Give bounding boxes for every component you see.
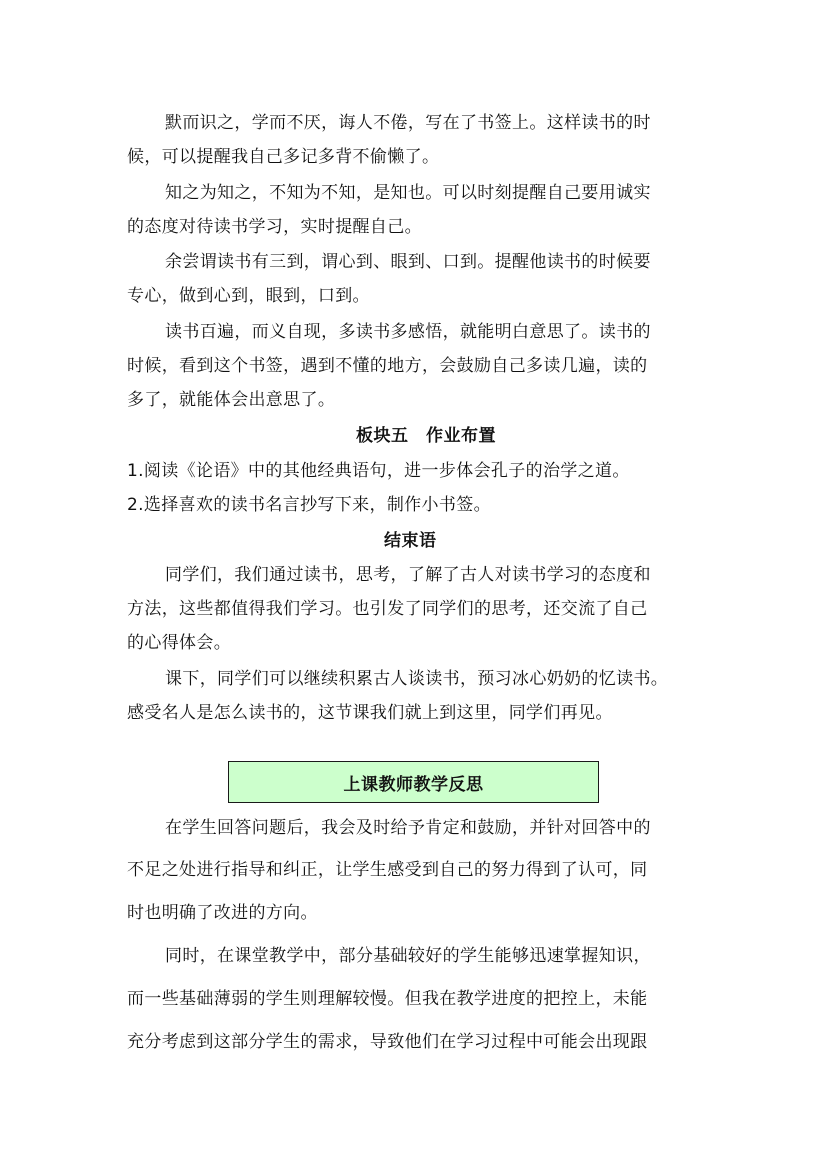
text-line: 默而识之，学而不厌，诲人不倦，写在了书签上。这样读书的时 [165, 113, 651, 133]
text-line: 知之为知之，不知为不知，是知也。可以时刻提醒自己要用诚实 [165, 183, 651, 203]
text-line: 时也明确了改进的方向。 [127, 903, 318, 923]
reflection-title-box [228, 761, 599, 803]
list-item: 2.选择喜欢的读书名言抄写下来，制作小书签。 [127, 495, 491, 515]
text-line: 的心得体会。 [127, 633, 232, 653]
text-line: 多了，就能体会出意思了。 [127, 390, 336, 410]
text-line: 专心，做到心到，眼到，口到。 [127, 286, 370, 306]
list-item: 1.阅读《论语》中的其他经典语句，进一步体会孔子的治学之道。 [127, 461, 630, 481]
section-heading: 板块五 作业布置 [356, 426, 496, 446]
text-line: 方法，这些都值得我们学习。也引发了同学们的思考，还交流了自己 [127, 599, 648, 619]
text-line: 的态度对待读书学习，实时提醒自己。 [127, 217, 422, 237]
closing-heading: 结束语 [384, 531, 437, 551]
text-line: 同学们，我们通过读书，思考，了解了古人对读书学习的态度和 [165, 565, 651, 585]
text-line: 候，可以提醒我自己多记多背不偷懒了。 [127, 147, 440, 167]
reflection-title: 上课教师教学反思 [343, 774, 484, 795]
text-line: 在学生回答问题后，我会及时给予肯定和鼓励，并针对回答中的 [165, 818, 651, 838]
text-line: 感受名人是怎么读书的，这节课我们就上到这里，同学们再见。 [127, 703, 613, 723]
text-line: 同时，在课堂教学中，部分基础较好的学生能够迅速掌握知识， [165, 946, 651, 966]
text-line: 读书百遍，而义自现，多读书多感悟，就能明白意思了。读书的 [165, 322, 651, 342]
text-line: 而一些基础薄弱的学生则理解较慢。但我在教学进度的把控上，未能 [127, 989, 648, 1009]
text-line: 余尝谓读书有三到，谓心到、眼到、口到。提醒他读书的时候要 [165, 252, 651, 272]
text-line: 时候，看到这个书签，遇到不懂的地方，会鼓励自己多读几遍，读的 [127, 356, 648, 376]
text-line: 不足之处进行指导和纠正，让学生感受到自己的努力得到了认可，同 [127, 860, 648, 880]
text-line: 课下，同学们可以继续积累古人谈读书，预习冰心奶奶的忆读书。 [165, 669, 669, 689]
text-line: 充分考虑到这部分学生的需求，导致他们在学习过程中可能会出现跟 [127, 1032, 648, 1052]
